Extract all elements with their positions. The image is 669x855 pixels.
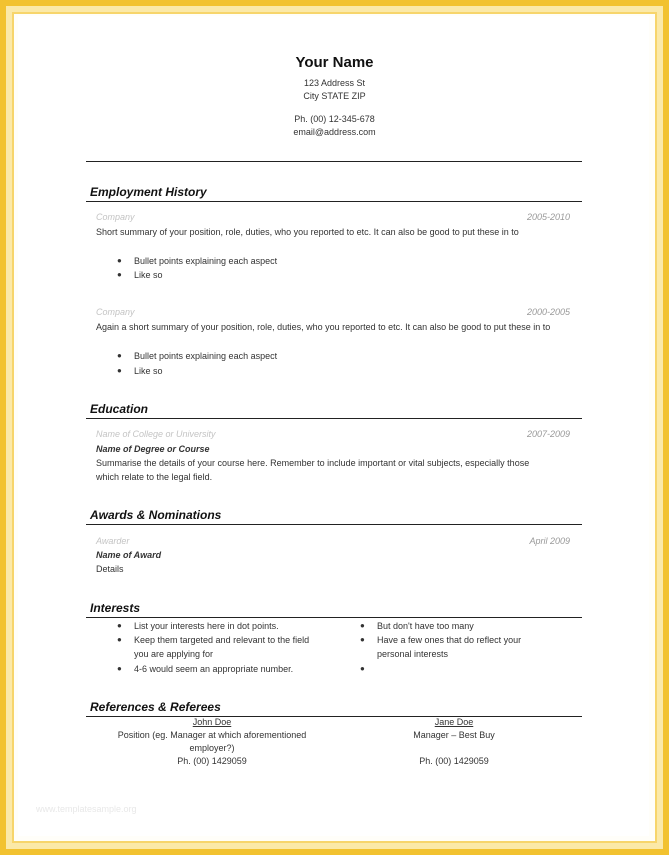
award-details: Details — [96, 564, 124, 574]
employment-title: Employment History — [90, 185, 207, 199]
interests-divider — [86, 617, 582, 618]
bullet-icon: ● — [117, 270, 122, 279]
job-2-bullet-1: ● Bullet points explaining each aspect — [117, 351, 278, 361]
job-2-bullet-2: ● Like so — [117, 366, 163, 376]
education-title: Education — [90, 402, 149, 416]
job-1-header — [96, 211, 570, 224]
interest-left-1: ● List your interests here in dot points. — [117, 621, 279, 631]
interests-title: Interests — [90, 601, 141, 615]
bullet-icon: ● — [117, 256, 122, 265]
header-divider — [86, 161, 582, 162]
bullet-icon: ● — [117, 664, 122, 673]
institution-name: Name of College or University — [96, 429, 216, 439]
award-name: Name of Award — [96, 550, 162, 560]
bullet-icon: ● — [360, 664, 365, 673]
job-1-summary: Short summary of your position, role, duties, who you reported to etc. It can also be good to put these in to — [96, 227, 519, 237]
reference-2-name: Jane Doe — [434, 717, 474, 727]
job-1-dates: 2005-2010 — [526, 212, 570, 222]
job-2-summary: Again a short summary of your position, role, duties, who you reported to etc. It can also be good to put these in to — [96, 322, 551, 332]
resume-header — [0, 54, 669, 139]
degree-name: Name of Degree or Course — [96, 444, 210, 454]
references-title: References & Referees — [90, 700, 221, 714]
job-1-bullet-2: ● Like so — [117, 270, 163, 280]
awards-divider — [86, 524, 582, 525]
reference-1-name: John Doe — [192, 717, 232, 727]
education-summary: Summarise the details of your course here. Remember to include important or vital subjects, especially those which relate to the legal field. — [96, 458, 530, 482]
bullet-icon: ● — [117, 351, 122, 360]
interest-left-3: ● 4-6 would seem an appropriate number. — [117, 664, 294, 674]
awarder-name: Awarder — [96, 536, 130, 546]
city-line: City STATE ZIP — [303, 91, 366, 101]
award-header — [96, 535, 570, 548]
job-2-dates: 2000-2005 — [526, 307, 570, 317]
awards-title: Awards & Nominations — [90, 508, 222, 522]
job-1-company: Company — [96, 212, 135, 222]
bullet-icon: ● — [360, 635, 365, 644]
education-divider — [86, 418, 582, 419]
watermark: www.templatesample.org — [36, 804, 137, 814]
bullet-icon: ● — [360, 621, 365, 630]
bullet-icon: ● — [117, 635, 122, 644]
email-line: email@address.com — [293, 127, 376, 137]
job-1-bullet-1: ● Bullet points explaining each aspect — [117, 256, 278, 266]
education-dates: 2007-2009 — [526, 429, 570, 439]
interest-right-1: ● But don't have too many — [360, 621, 474, 631]
bullet-icon: ● — [117, 621, 122, 630]
reference-1-role: Position (eg. Manager at which aforementioned employer?) — [117, 730, 307, 753]
job-2-company: Company — [96, 307, 135, 317]
reference-1-phone: Ph. (00) 1429059 — [177, 756, 247, 766]
interest-left-2: ● Keep them targeted and relevant to the field you are applying for — [117, 635, 310, 659]
job-2-header — [96, 306, 570, 319]
phone-line: Ph. (00) 12-345-678 — [294, 114, 375, 124]
education-header — [96, 428, 570, 441]
reference-2-role: Manager – Best Buy — [413, 730, 495, 740]
reference-2 — [354, 716, 554, 768]
address-line: 123 Address St — [303, 78, 366, 88]
bullet-icon: ● — [117, 366, 122, 375]
reference-1 — [112, 716, 312, 768]
award-date: April 2009 — [529, 536, 570, 546]
applicant-name: Your Name — [295, 54, 374, 71]
interest-right-2: ● Have a few ones that do reflect your personal interests — [360, 635, 522, 659]
employment-divider — [86, 201, 582, 202]
reference-2-phone: Ph. (00) 1429059 — [419, 756, 489, 766]
